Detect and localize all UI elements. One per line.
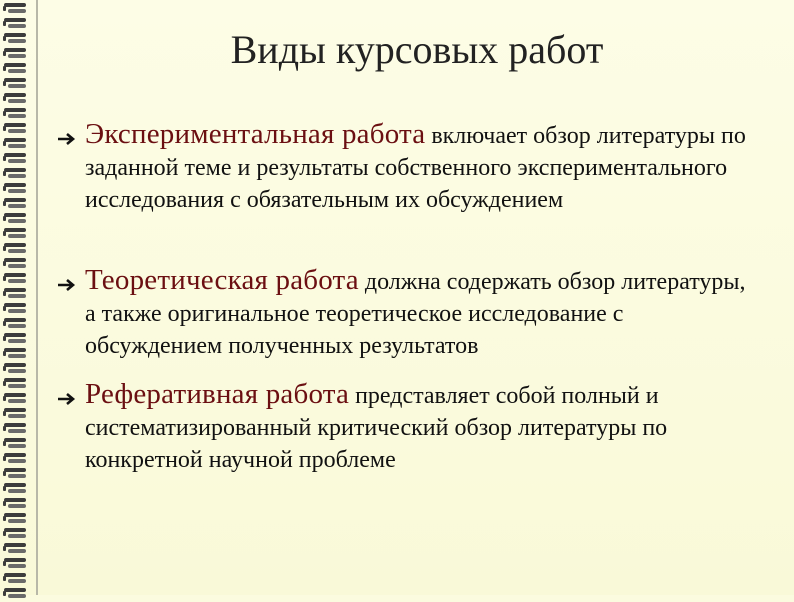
binding-ring-icon [0,137,30,152]
binding-ring-icon [0,572,30,587]
binding-ring-icon [0,212,30,227]
binding-ring-icon [0,182,30,197]
binding-ring-icon [0,422,30,437]
term-label: Реферативная работа [85,378,350,410]
binding-ring-icon [0,122,30,137]
binding-ring-icon [0,452,30,467]
list-item-text [85,118,747,216]
binding-ring-icon [0,242,30,257]
list-item-text [85,378,747,476]
binding-ring-icon [0,467,30,482]
binding-ring-icon [0,197,30,212]
binding-ring-icon [0,482,30,497]
binding-ring-icon [0,512,30,527]
term-label: Экспериментальная работа [85,118,426,150]
binding-ring-icon [0,287,30,302]
term-description: включает обзор литературы по заданной теме и результаты собственного экспериментального исследования с обязательным их обсуждением [85,123,746,213]
list-item-experimental [57,118,747,216]
binding-ring-icon [0,62,30,77]
binding-ring-icon [0,2,30,17]
term-description: должна содержать обзор литературы, а также оригинальное теоретическое исследование с обсуждением полученных результатов [85,269,746,359]
binding-ring-icon [0,332,30,347]
binding-ring-icon [0,347,30,362]
list-item-theoretical [57,264,747,362]
term-description: представляет собой полный и систематизированный критический обзор литературы по конкретной научной проблеме [85,383,668,473]
binding-ring-icon [0,257,30,272]
arrow-right-icon [57,132,77,146]
binding-ring-icon [0,77,30,92]
binding-ring-icon [0,32,30,47]
binding-ring-icon [0,302,30,317]
binding-ring-icon [0,377,30,392]
binding-ring-icon [0,92,30,107]
list-item-text [85,264,747,362]
binding-ring-icon [0,437,30,452]
list-item-reference [57,378,747,476]
binding-ring-icon [0,317,30,332]
binding-ring-icon [0,227,30,242]
binding-ring-icon [0,167,30,182]
binding-ring-icon [0,527,30,542]
binding-ring-icon [0,362,30,377]
binding-ring-icon [0,272,30,287]
binding-ring-icon [0,152,30,167]
binding-line [36,0,38,595]
slide-title: Виды курсовых работ [230,27,604,72]
binding-ring-icon [0,107,30,122]
binding-ring-icon [0,407,30,422]
arrow-right-icon [57,392,77,406]
arrow-right-icon [57,278,77,292]
binding-ring-icon [0,392,30,407]
binding-ring-icon [0,542,30,557]
binding-ring-icon [0,47,30,62]
binding-ring-icon [0,17,30,32]
binding-ring-icon [0,557,30,572]
binding-ring-icon [0,497,30,512]
spiral-binding-icon [0,0,40,595]
term-label: Теоретическая работа [85,264,359,296]
